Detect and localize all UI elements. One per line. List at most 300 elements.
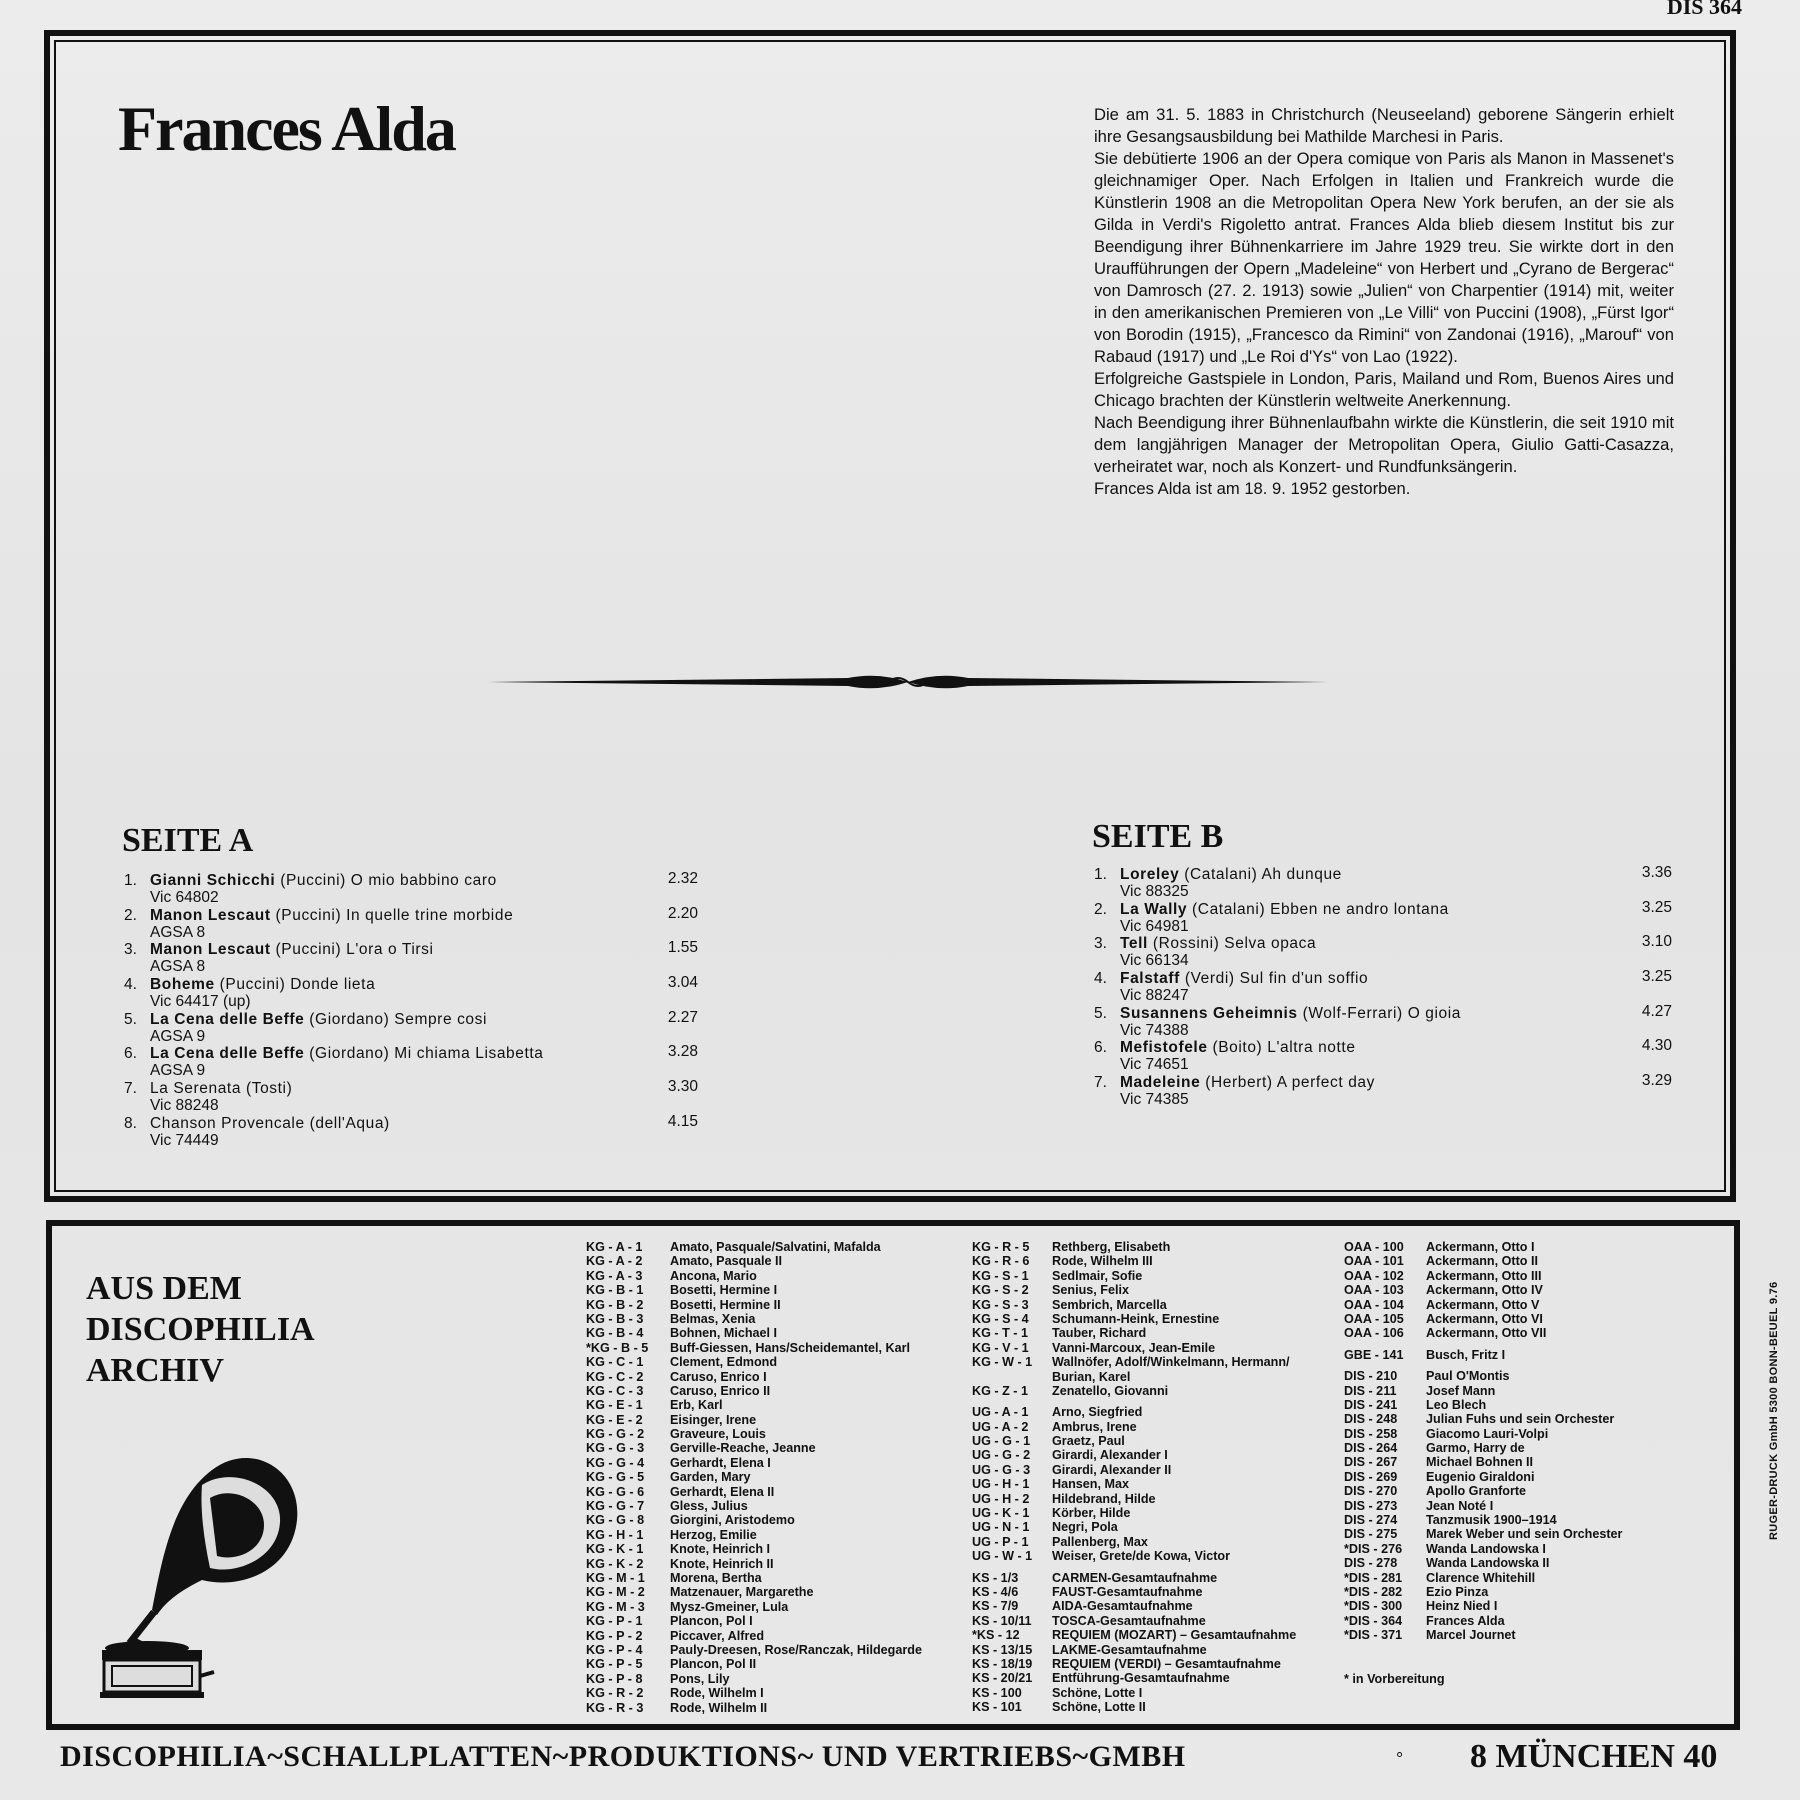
catalog-title: Arno, Siegfried xyxy=(1052,1405,1143,1420)
catalog-code: KG - B - 3 xyxy=(586,1311,644,1326)
catalog-title: Caruso, Enrico II xyxy=(670,1383,771,1398)
catalog-title: Heinz Nied I xyxy=(1426,1599,1498,1614)
catalog-code: KG - P - 8 xyxy=(586,1671,643,1686)
catalog-entry xyxy=(1344,1614,1684,1628)
catalog-code: DIS - 241 xyxy=(1344,1397,1398,1412)
track-item xyxy=(1094,866,1672,901)
catalog-entry xyxy=(972,1341,1342,1355)
catalog-title: Wanda Landowska II xyxy=(1426,1556,1550,1571)
track-source: Vic 88325 xyxy=(1120,883,1189,900)
catalog-title: Plancon, Pol I xyxy=(670,1614,753,1629)
catalog-code: DIS - 269 xyxy=(1344,1469,1398,1484)
track-source: Vic 88248 xyxy=(150,1097,219,1115)
catalog-code: DIS - 258 xyxy=(1344,1426,1398,1441)
catalog-title: Garmo, Harry de xyxy=(1426,1441,1525,1456)
catalog-entry xyxy=(1344,1527,1684,1541)
catalog-title: Wallnöfer, Adolf/Winkelmann, Hermann/ xyxy=(1052,1355,1290,1370)
catalog-entry xyxy=(972,1384,1342,1398)
catalog-entry xyxy=(586,1629,956,1643)
catalog-entry xyxy=(586,1657,956,1671)
catalog-title: Ackermann, Otto II xyxy=(1426,1254,1538,1269)
archive-heading xyxy=(86,1268,386,1391)
ornamental-divider xyxy=(488,664,1328,700)
track-title xyxy=(1120,1074,1375,1092)
catalog-entry xyxy=(586,1528,956,1542)
catalog-title: Hansen, Max xyxy=(1052,1477,1129,1492)
catalog-entry xyxy=(586,1269,956,1283)
archive-heading-line: ARCHIV xyxy=(86,1352,224,1389)
catalog-entry xyxy=(1344,1283,1684,1297)
track-work: Mefistofele xyxy=(1120,1039,1208,1057)
track-duration: 4.27 xyxy=(1641,1002,1672,1020)
catalog-code: KG - A - 2 xyxy=(586,1254,643,1269)
bio-paragraph: Nach Beendigung ihrer Bühnenlaufbahn wirkte die Künstlerin, die seit 1910 mit dem langjährigen Manager der Metropolitan Opera, Giulio Gatti-Casazza, verheiratet war, noch als Konzert- und Rundfunksängerin. xyxy=(1094,413,1674,476)
catalog-title: Senius, Felix xyxy=(1052,1283,1129,1298)
track-detail: (Wolf-Ferrari) O gioia xyxy=(1297,1004,1462,1022)
catalog-code: KG - P - 1 xyxy=(586,1614,643,1629)
track-source: AGSA 8 xyxy=(150,923,206,941)
track-item xyxy=(124,1112,698,1150)
catalog-title: Eisinger, Irene xyxy=(670,1412,757,1427)
catalog-code: OAA - 104 xyxy=(1344,1297,1404,1312)
catalog-code: DIS - 267 xyxy=(1344,1455,1398,1470)
track-detail: (Puccini) O mio babbino caro xyxy=(275,872,497,889)
track-title xyxy=(150,941,434,959)
track-title xyxy=(150,1080,292,1098)
track-number: 8. xyxy=(124,1114,137,1132)
track-source: Vic 74385 xyxy=(1120,1091,1189,1109)
catalog-entry xyxy=(586,1701,956,1715)
catalog-code: KG - M - 1 xyxy=(586,1570,645,1585)
catalog-title: Julian Fuhs und sein Orchester xyxy=(1426,1412,1615,1427)
catalog-title: Piccaver, Alfred xyxy=(670,1628,765,1643)
catalog-entry xyxy=(586,1413,956,1427)
catalog-entry xyxy=(586,1470,956,1484)
catalog-entry xyxy=(972,1492,1342,1506)
catalog-code: KG - V - 1 xyxy=(972,1340,1029,1355)
catalog-entry xyxy=(1344,1470,1684,1484)
catalog-code: KG - H - 1 xyxy=(586,1527,644,1542)
catalog-code: UG - G - 3 xyxy=(972,1462,1031,1477)
track-number: 4. xyxy=(124,976,137,994)
catalog-title: Hildebrand, Hilde xyxy=(1052,1491,1156,1506)
track-number: 2. xyxy=(124,906,137,924)
catalog-code: KG - S - 2 xyxy=(972,1283,1029,1298)
track-item xyxy=(124,1080,698,1115)
catalog-entry xyxy=(1344,1298,1684,1312)
catalog-code: *KG - B - 5 xyxy=(586,1340,649,1355)
track-work: Falstaff xyxy=(1120,970,1180,988)
catalog-code: *DIS - 364 xyxy=(1344,1613,1403,1628)
track-work: Madeleine xyxy=(1120,1074,1201,1092)
catalog-title: Sedlmair, Sofie xyxy=(1052,1268,1143,1283)
catalog-title: Jean Noté I xyxy=(1426,1498,1494,1513)
catalog-code: UG - A - 2 xyxy=(972,1419,1029,1434)
catalog-title: Giorgini, Aristodemo xyxy=(670,1513,795,1528)
catalog-entry xyxy=(972,1657,1342,1671)
track-duration: 3.29 xyxy=(1641,1072,1672,1090)
biography-text xyxy=(1094,104,1674,500)
track-number: 6. xyxy=(1094,1039,1107,1057)
catalog-title: Graetz, Paul xyxy=(1052,1434,1125,1449)
catalog-title: AIDA-Gesamtaufnahme xyxy=(1052,1599,1193,1614)
catalog-entry xyxy=(586,1312,956,1326)
catalog-entry xyxy=(586,1672,956,1686)
catalog-code: KG - R - 2 xyxy=(586,1686,644,1701)
catalog-title: Ackermann, Otto VII xyxy=(1426,1326,1547,1341)
publisher-name: DISCOPHILIA~SCHALLPLATTEN~PRODUKTIONS~ UND VERTRIEBS~GMBH xyxy=(60,1740,1186,1773)
catalog-entry xyxy=(972,1571,1342,1585)
catalog-title: Apollo Granforte xyxy=(1426,1484,1527,1499)
track-detail: (Catalani) Ebben ne andro lontana xyxy=(1187,900,1449,918)
track-duration: 3.30 xyxy=(667,1078,698,1096)
track-work: La Wally xyxy=(1120,900,1188,918)
catalog-title: Graveure, Louis xyxy=(670,1427,766,1442)
track-item xyxy=(124,1008,698,1046)
track-source: Vic 64417 (up) xyxy=(150,993,251,1011)
catalog-entry xyxy=(972,1326,1342,1340)
catalog-column-3 xyxy=(1344,1240,1684,1643)
catalog-code: UG - H - 1 xyxy=(972,1477,1030,1492)
catalog-code: KG - W - 1 xyxy=(972,1355,1033,1370)
track-detail: (Giordano) Mi chiama Lisabetta xyxy=(304,1045,544,1063)
catalog-entry xyxy=(1344,1412,1684,1426)
catalog-code: KG - G - 2 xyxy=(586,1427,645,1442)
catalog-number: DIS 364 xyxy=(1666,0,1742,19)
catalog-entry xyxy=(586,1398,956,1412)
track-detail: (Boito) L'altra notte xyxy=(1207,1039,1356,1057)
bio-paragraph: Frances Alda ist am 18. 9. 1952 gestorben. xyxy=(1094,479,1411,498)
catalog-code: DIS - 248 xyxy=(1344,1412,1398,1427)
catalog-entry xyxy=(586,1557,956,1571)
catalog-code: OAA - 101 xyxy=(1344,1254,1404,1269)
track-work: Boheme xyxy=(150,976,215,994)
catalog-title: Bosetti, Hermine I xyxy=(670,1283,778,1298)
catalog-entry xyxy=(972,1599,1342,1613)
catalog-title: Belmas, Xenia xyxy=(670,1311,756,1326)
catalog-title: Negri, Pola xyxy=(1052,1520,1118,1535)
catalog-code: KG - G - 3 xyxy=(586,1441,645,1456)
track-detail: (Puccini) In quelle trine morbide xyxy=(270,906,514,924)
catalog-title: Gerhardt, Elena II xyxy=(670,1484,775,1499)
track-duration: 2.32 xyxy=(667,870,698,887)
catalog-entry xyxy=(1344,1571,1684,1585)
catalog-title: Rode, Wilhelm II xyxy=(670,1700,768,1715)
catalog-entry xyxy=(586,1298,956,1312)
catalog-entry xyxy=(972,1535,1342,1549)
catalog-title: Weiser, Grete/de Kowa, Victor xyxy=(1052,1549,1231,1564)
catalog-code: DIS - 270 xyxy=(1344,1484,1398,1499)
catalog-title: REQUIEM (MOZART) – Gesamtaufnahme xyxy=(1052,1628,1297,1643)
catalog-entry xyxy=(972,1312,1342,1326)
track-item xyxy=(1094,935,1672,970)
catalog-code: KG - K - 2 xyxy=(586,1556,644,1571)
catalog-entry xyxy=(586,1643,956,1657)
catalog-title: Girardi, Alexander II xyxy=(1052,1462,1172,1477)
catalog-entry xyxy=(1344,1599,1684,1613)
catalog-entry xyxy=(1344,1384,1684,1398)
track-title xyxy=(1120,1005,1461,1023)
side-b-heading: SEITE B xyxy=(1092,818,1224,855)
catalog-title: Rethberg, Elisabeth xyxy=(1052,1240,1171,1254)
catalog-title: Girardi, Alexander I xyxy=(1052,1448,1168,1463)
catalog-entry xyxy=(1344,1441,1684,1455)
catalog-title: Ackermann, Otto IV xyxy=(1426,1283,1543,1298)
track-duration: 3.04 xyxy=(667,974,698,992)
catalog-title: Ambrus, Irene xyxy=(1052,1419,1137,1434)
archive-heading-line: DISCOPHILIA xyxy=(86,1311,315,1348)
catalog-code: KS - 20/21 xyxy=(972,1671,1033,1686)
track-item xyxy=(124,904,698,942)
track-number: 1. xyxy=(1094,866,1107,883)
track-item xyxy=(1094,1002,1672,1040)
catalog-title: Amato, Pasquale/Salvatini, Mafalda xyxy=(670,1240,881,1254)
catalog-title: Vanni-Marcoux, Jean-Emile xyxy=(1052,1340,1216,1355)
footnote: * in Vorbereitung xyxy=(1344,1672,1445,1686)
catalog-entry xyxy=(586,1441,956,1455)
catalog-code: KS - 4/6 xyxy=(972,1584,1019,1599)
track-item xyxy=(124,941,698,976)
catalog-code: UG - W - 1 xyxy=(972,1549,1033,1564)
catalog-title: Pallenberg, Max xyxy=(1052,1534,1148,1549)
track-duration: 2.27 xyxy=(667,1008,698,1026)
track-title xyxy=(1120,970,1368,988)
catalog-entry xyxy=(972,1434,1342,1448)
catalog-entry xyxy=(1344,1513,1684,1527)
gramophone-icon xyxy=(92,1440,312,1700)
catalog-entry xyxy=(972,1269,1342,1283)
catalog-title: Gerville-Reache, Jeanne xyxy=(670,1441,816,1456)
catalog-code: UG - K - 1 xyxy=(972,1506,1030,1521)
catalog-entry xyxy=(586,1614,956,1628)
catalog-code: UG - H - 2 xyxy=(972,1491,1030,1506)
catalog-code: KS - 100 xyxy=(972,1685,1022,1700)
catalog-code: DIS - 275 xyxy=(1344,1527,1398,1542)
catalog-entry xyxy=(972,1686,1342,1700)
catalog-code: OAA - 100 xyxy=(1344,1240,1404,1254)
track-item xyxy=(1094,1039,1672,1074)
catalog-code: KG - G - 7 xyxy=(586,1499,645,1514)
catalog-code: UG - G - 2 xyxy=(972,1448,1031,1463)
catalog-code: OAA - 105 xyxy=(1344,1311,1404,1326)
catalog-code: KG - A - 1 xyxy=(586,1240,643,1254)
side-a-tracklist xyxy=(124,872,698,1150)
catalog-code: KG - B - 2 xyxy=(586,1297,644,1312)
catalog-code: KG - R - 6 xyxy=(972,1254,1030,1269)
track-source: Vic 74651 xyxy=(1120,1056,1189,1074)
track-duration: 3.36 xyxy=(1641,864,1672,881)
catalog-code: KS - 10/11 xyxy=(972,1613,1032,1628)
catalog-code: DIS - 274 xyxy=(1344,1513,1398,1528)
catalog-title: Ackermann, Otto V xyxy=(1426,1297,1540,1312)
track-source: AGSA 8 xyxy=(150,958,206,976)
catalog-title: Frances Alda xyxy=(1426,1613,1505,1628)
track-item xyxy=(124,1045,698,1080)
catalog-title: Herzog, Emilie xyxy=(670,1527,757,1542)
catalog-title: Clement, Edmond xyxy=(670,1355,778,1370)
track-number: 2. xyxy=(1094,900,1107,918)
catalog-title: Bohnen, Michael I xyxy=(670,1326,778,1341)
catalog-title: Bosetti, Hermine II xyxy=(670,1297,781,1312)
catalog-title: Marcel Journet xyxy=(1426,1628,1516,1643)
catalog-title: Ezio Pinza xyxy=(1426,1584,1489,1599)
catalog-code: KG - S - 4 xyxy=(972,1311,1029,1326)
track-source: Vic 88247 xyxy=(1120,987,1189,1005)
track-number: 4. xyxy=(1094,970,1107,988)
catalog-entry xyxy=(586,1341,956,1355)
catalog-title: LAKME-Gesamtaufnahme xyxy=(1052,1642,1207,1657)
track-source: AGSA 9 xyxy=(150,1062,206,1080)
catalog-entry xyxy=(586,1326,956,1340)
catalog-entry xyxy=(1344,1348,1684,1362)
catalog-code: KG - P - 2 xyxy=(586,1628,643,1643)
catalog-code: KS - 18/19 xyxy=(972,1656,1033,1671)
catalog-entry xyxy=(1344,1254,1684,1268)
catalog-title: Ancona, Mario xyxy=(670,1268,757,1283)
track-number: 3. xyxy=(1094,935,1107,953)
catalog-code: KG - C - 1 xyxy=(586,1355,644,1370)
catalog-entry xyxy=(586,1384,956,1398)
catalog-entry xyxy=(972,1254,1342,1268)
catalog-entry xyxy=(586,1600,956,1614)
catalog-entry xyxy=(1344,1499,1684,1513)
catalog-title: FAUST-Gesamtaufnahme xyxy=(1052,1584,1203,1599)
track-duration: 2.20 xyxy=(667,904,698,922)
publisher-city: 8 MÜNCHEN 40 xyxy=(1470,1738,1718,1775)
catalog-entry xyxy=(1344,1326,1684,1340)
catalog-entry xyxy=(972,1671,1342,1685)
catalog-title: Josef Mann xyxy=(1426,1383,1496,1398)
track-detail: (Verdi) Sul fin d'un soffio xyxy=(1179,970,1369,988)
artist-name: Frances Alda xyxy=(118,93,455,164)
track-duration: 3.10 xyxy=(1641,933,1672,951)
catalog-entry xyxy=(586,1283,956,1297)
catalog-code: *KS - 12 xyxy=(972,1628,1020,1643)
track-duration: 4.15 xyxy=(667,1112,698,1130)
side-a-heading: SEITE A xyxy=(122,822,254,859)
catalog-code: UG - P - 1 xyxy=(972,1534,1029,1549)
track-duration: 4.30 xyxy=(1641,1037,1672,1055)
catalog-title: Marek Weber und sein Orchester xyxy=(1426,1527,1623,1542)
catalog-title: Knote, Heinrich I xyxy=(670,1542,771,1557)
catalog-entry xyxy=(1344,1369,1684,1383)
catalog-entry xyxy=(1344,1269,1684,1283)
catalog-entry xyxy=(586,1542,956,1556)
catalog-code: *DIS - 282 xyxy=(1344,1584,1403,1599)
track-title xyxy=(1120,1039,1356,1057)
catalog-entry xyxy=(1344,1585,1684,1599)
catalog-entry xyxy=(1344,1398,1684,1412)
track-duration: 1.55 xyxy=(667,939,698,957)
track-detail: (Puccini) Donde lieta xyxy=(214,976,376,994)
catalog-title: TOSCA-Gesamtaufnahme xyxy=(1052,1613,1206,1628)
bio-paragraph: Erfolgreiche Gastspiele in London, Paris, Mailand und Rom, Buenos Aires und Chicago brachten der Künstlerin weltweite Anerkennung. xyxy=(1094,369,1674,410)
catalog-code: KG - B - 4 xyxy=(586,1326,644,1341)
catalog-entry xyxy=(972,1283,1342,1297)
catalog-title: Schöne, Lotte II xyxy=(1052,1700,1146,1715)
catalog-title: Entführung-Gesamtaufnahme xyxy=(1052,1671,1230,1686)
catalog-code: KG - R - 3 xyxy=(586,1700,644,1715)
catalog-code: KG - G - 8 xyxy=(586,1513,645,1528)
catalog-title: Burian, Karel xyxy=(1052,1369,1131,1384)
track-work: La Cena delle Beffe xyxy=(150,1010,305,1028)
catalog-entry xyxy=(1344,1240,1684,1254)
catalog-title: Zenatello, Giovanni xyxy=(1052,1383,1169,1398)
track-duration: 3.25 xyxy=(1641,968,1672,986)
catalog-entry xyxy=(586,1355,956,1369)
catalog-code: KS - 1/3 xyxy=(972,1570,1019,1585)
track-number: 5. xyxy=(1094,1004,1107,1022)
track-source: Vic 74449 xyxy=(150,1131,219,1149)
catalog-title: Caruso, Enrico I xyxy=(670,1369,767,1384)
catalog-entry xyxy=(972,1628,1342,1642)
catalog-code: KG - S - 3 xyxy=(972,1297,1029,1312)
bio-paragraph: Die am 31. 5. 1883 in Christchurch (Neuseeland) geborene Sängerin erhielt ihre Gesangsausbildung bei Mathilde Marchesi in Paris. xyxy=(1094,105,1674,146)
catalog-code: OAA - 103 xyxy=(1344,1283,1404,1298)
catalog-code: KG - G - 5 xyxy=(586,1470,645,1485)
catalog-code: KS - 7/9 xyxy=(972,1599,1019,1614)
catalog-title: Schumann-Heink, Ernestine xyxy=(1052,1311,1220,1326)
catalog-title: Gless, Julius xyxy=(670,1499,748,1514)
catalog-title: Tauber, Richard xyxy=(1052,1326,1147,1341)
catalog-title: Ackermann, Otto VI xyxy=(1426,1311,1543,1326)
catalog-code: KS - 13/15 xyxy=(972,1642,1033,1657)
catalog-entry xyxy=(586,1513,956,1527)
catalog-entry xyxy=(972,1614,1342,1628)
track-detail: (Puccini) L'ora o Tirsi xyxy=(270,941,434,959)
catalog-code: *DIS - 281 xyxy=(1344,1570,1403,1585)
catalog-title: Ackermann, Otto III xyxy=(1426,1268,1542,1283)
catalog-entry xyxy=(1344,1542,1684,1556)
catalog-code: KG - P - 4 xyxy=(586,1642,643,1657)
track-number: 1. xyxy=(124,872,137,889)
footer-separator: ° xyxy=(1396,1749,1404,1769)
track-work: La Cena delle Beffe xyxy=(150,1045,305,1063)
catalog-code: OAA - 106 xyxy=(1344,1326,1404,1341)
track-detail: (Giordano) Sempre cosi xyxy=(304,1010,488,1028)
catalog-entry xyxy=(586,1571,956,1585)
catalog-entry xyxy=(972,1355,1342,1369)
track-source: Vic 64981 xyxy=(1120,917,1189,935)
track-work: Manon Lescaut xyxy=(150,941,271,959)
track-work: Tell xyxy=(1120,935,1148,953)
catalog-title: Erb, Karl xyxy=(670,1398,723,1413)
catalog-code: UG - A - 1 xyxy=(972,1405,1029,1420)
catalog-entry xyxy=(972,1463,1342,1477)
catalog-title: Pons, Lily xyxy=(670,1671,730,1686)
catalog-entry xyxy=(972,1477,1342,1491)
catalog-column-1 xyxy=(586,1240,956,1715)
catalog-title: Busch, Fritz I xyxy=(1426,1347,1506,1362)
catalog-entry xyxy=(586,1585,956,1599)
catalog-entry xyxy=(586,1427,956,1441)
catalog-code: KG - G - 4 xyxy=(586,1455,645,1470)
catalog-code: KG - K - 1 xyxy=(586,1542,644,1557)
track-title xyxy=(1120,866,1342,884)
printer-credit: RUGER-DRUCK GmbH 5300 BONN-BEUEL 9.76 xyxy=(1768,1281,1780,1540)
catalog-entry xyxy=(972,1700,1342,1714)
track-detail: (Herbert) A perfect day xyxy=(1200,1074,1375,1092)
catalog-code: GBE - 141 xyxy=(1344,1347,1404,1362)
catalog-code: KG - B - 1 xyxy=(586,1283,644,1298)
catalog-code: DIS - 210 xyxy=(1344,1369,1398,1384)
catalog-title: Rode, Wilhelm I xyxy=(670,1686,764,1701)
catalog-entry xyxy=(586,1456,956,1470)
catalog-code: KG - M - 3 xyxy=(586,1599,645,1614)
catalog-code: KG - A - 3 xyxy=(586,1268,643,1283)
catalog-entry xyxy=(1344,1484,1684,1498)
catalog-title: Gerhardt, Elena I xyxy=(670,1455,771,1470)
